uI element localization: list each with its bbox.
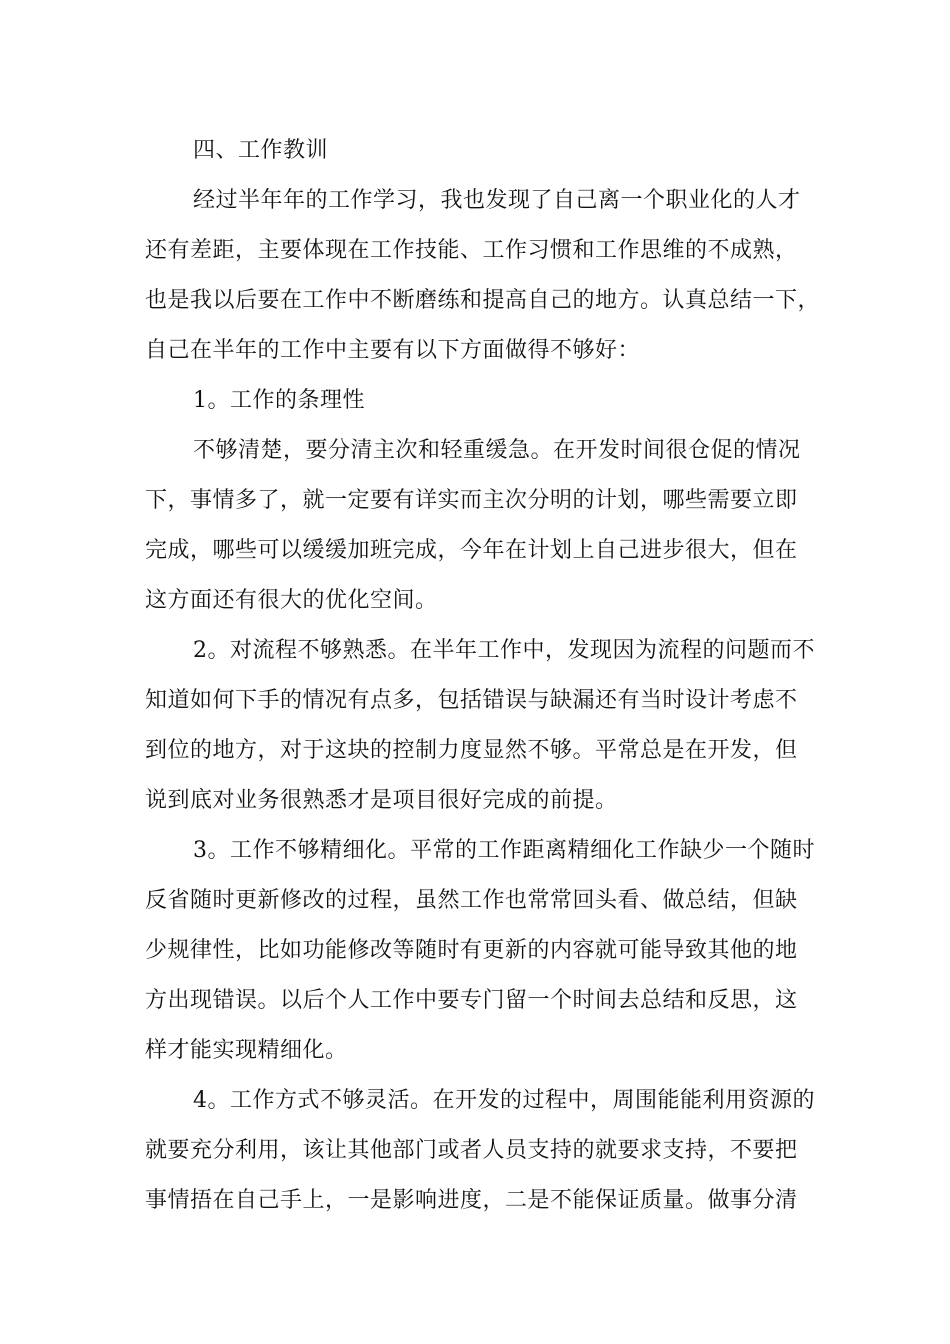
paragraph-line: 不够清楚，要分清主次和轻重缓急。在开发时间很仓促的情况 — [193, 438, 801, 463]
paragraph-line: 事情捂在自己手上，一是影响进度，二是不能保证质量。做事分清 — [145, 1188, 798, 1213]
paragraph-line: 下，事情多了，就一定要有详实而主次分明的计划，哪些需要立即 — [145, 488, 798, 513]
paragraph-line: 2。对流程不够熟悉。在半年工作中，发现因为流程的问题而不 — [193, 638, 815, 663]
paragraph-line: 方出现错误。以后个人工作中要专门留一个时间去总结和反思，这 — [145, 988, 798, 1013]
paragraph-line: 3。工作不够精细化。平常的工作距离精细化工作缺少一个随时 — [193, 838, 815, 863]
paragraph-line: 自己在半年的工作中主要有以下方面做得不够好： — [145, 338, 641, 363]
paragraph-line: 经过半年年的工作学习，我也发现了自己离一个职业化的人才 — [193, 188, 801, 213]
paragraph-line: 说到底对业务很熟悉才是项目很好完成的前提。 — [145, 788, 618, 813]
paragraph-line: 4。工作方式不够灵活。在开发的过程中，周围能能利用资源的 — [193, 1088, 815, 1113]
subheading: 1。工作的条理性 — [193, 388, 365, 413]
paragraph-line: 知道如何下手的情况有点多，包括错误与缺漏还有当时设计考虑不 — [145, 688, 798, 713]
paragraph-line: 少规律性，比如功能修改等随时有更新的内容就可能导致其他的地 — [145, 938, 798, 963]
paragraph-line: 也是我以后要在工作中不断磨练和提高自己的地方。认真总结一下， — [145, 288, 821, 313]
paragraph-line: 还有差距，主要体现在工作技能、工作习惯和工作思维的不成熟， — [145, 238, 798, 263]
paragraph-line: 样才能实现精细化。 — [145, 1038, 348, 1063]
paragraph-line: 就要充分利用，该让其他部门或者人员支持的就要求支持，不要把 — [145, 1138, 798, 1163]
section-heading: 四、工作教训 — [193, 138, 329, 163]
paragraph-line: 完成，哪些可以缓缓加班完成，今年在计划上自己进步很大，但在 — [145, 538, 798, 563]
paragraph-line: 反省随时更新修改的过程，虽然工作也常常回头看、做总结，但缺 — [145, 888, 798, 913]
paragraph-line: 到位的地方，对于这块的控制力度显然不够。平常总是在开发，但 — [145, 738, 798, 763]
paragraph-line: 这方面还有很大的优化空间。 — [145, 588, 438, 613]
